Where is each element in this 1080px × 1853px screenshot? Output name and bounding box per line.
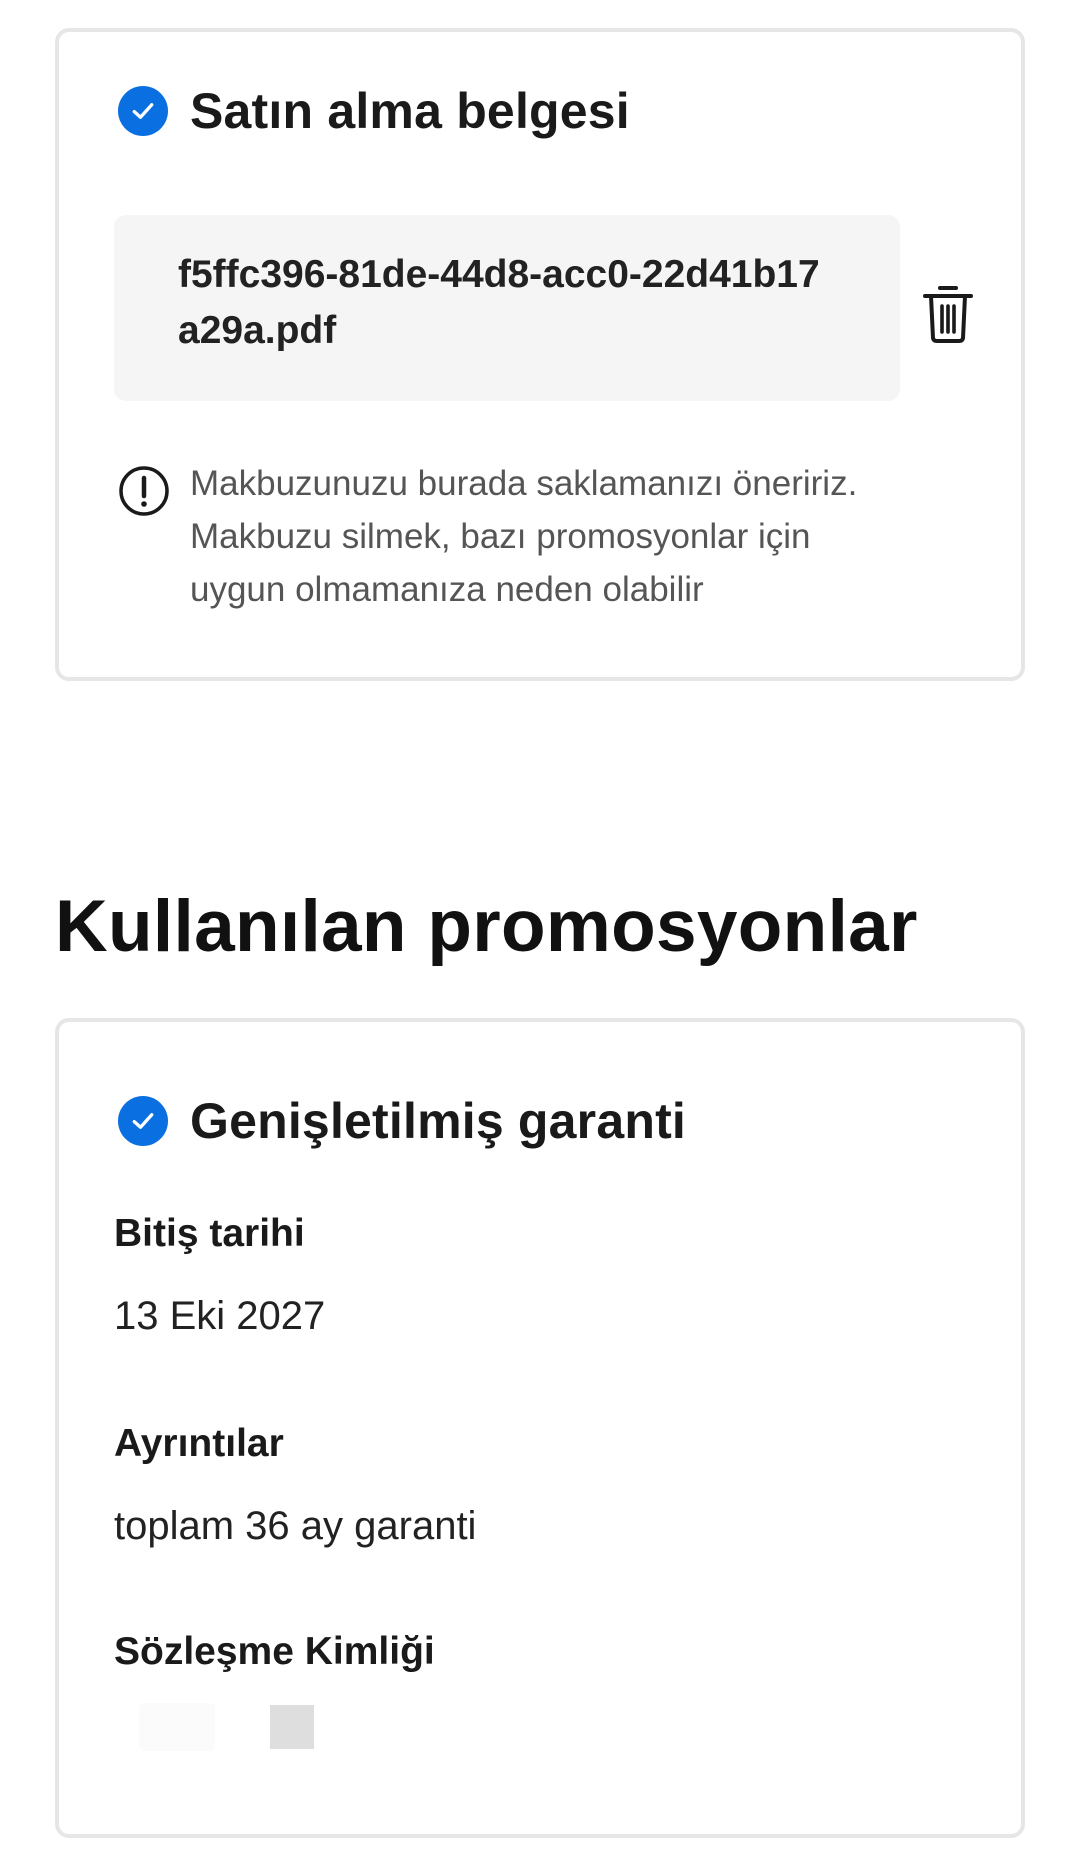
used-promotions-title: Kullanılan promosyonlar bbox=[55, 886, 918, 967]
check-circle-icon bbox=[118, 1096, 168, 1146]
contract-id-redacted-block bbox=[139, 1703, 215, 1751]
receipt-note bbox=[118, 457, 910, 616]
receipt-file[interactable] bbox=[114, 215, 900, 401]
details-label: Ayrıntılar bbox=[114, 1422, 284, 1465]
extended-warranty-header bbox=[118, 1092, 686, 1150]
extended-warranty-title: Genişletilmiş garanti bbox=[190, 1093, 687, 1149]
end-date-label: Bitiş tarihi bbox=[114, 1212, 305, 1255]
end-date-value: 13 Eki 2027 bbox=[114, 1294, 326, 1338]
contract-id-redacted-block bbox=[270, 1705, 314, 1749]
trash-icon[interactable] bbox=[921, 282, 975, 344]
purchase-document-header bbox=[118, 82, 630, 140]
receipt-file-name: f5ffc396-81de-44d8-acc0-22d41b17a29a.pdf bbox=[178, 253, 820, 352]
purchase-document-card bbox=[55, 28, 1025, 681]
receipt-note-text: Makbuzunuzu burada saklamanızı öneririz. Makbuzu silmek, bazı promosyonlar için uygun olmamanıza neden olabilir bbox=[190, 464, 858, 609]
purchase-document-title: Satın alma belgesi bbox=[190, 83, 630, 139]
extended-warranty-card bbox=[55, 1018, 1025, 1838]
contract-id-label: Sözleşme Kimliği bbox=[114, 1630, 435, 1673]
details-value: toplam 36 ay garanti bbox=[114, 1504, 477, 1548]
info-icon bbox=[118, 465, 170, 517]
check-circle-icon bbox=[118, 86, 168, 136]
